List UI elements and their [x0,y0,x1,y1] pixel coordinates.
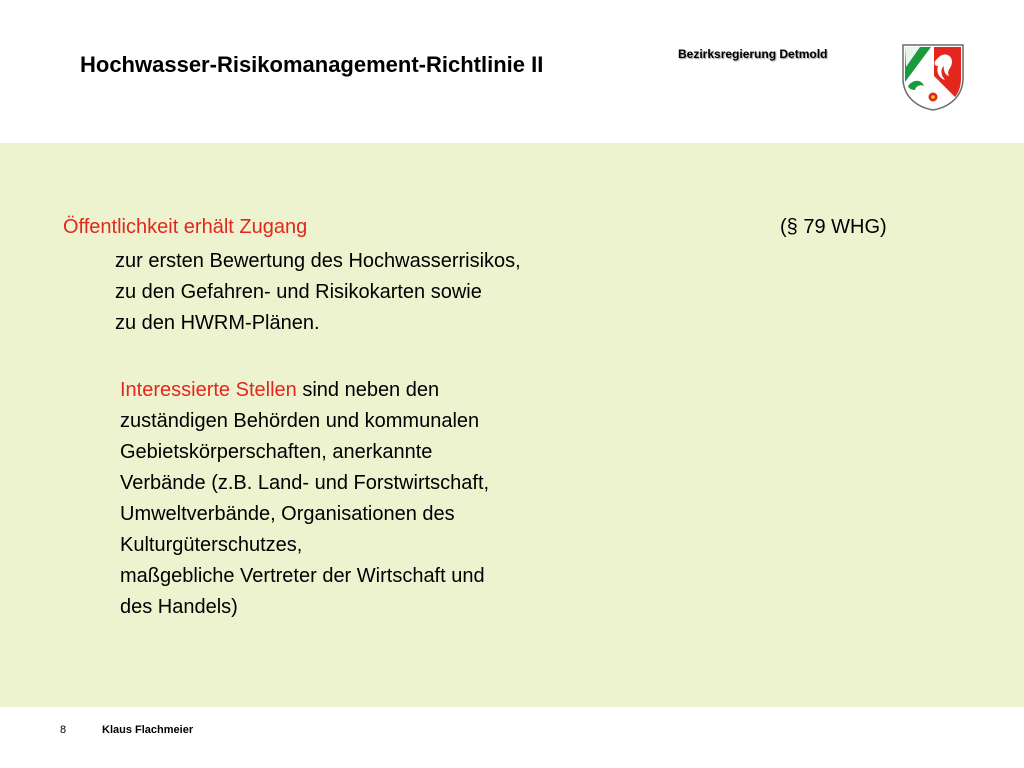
stakeholders-line: des Handels) [120,596,238,618]
stakeholders-line: zuständigen Behörden und kommunalen [120,410,480,432]
stakeholders-line: Gebietskörperschaften, anerkannte [120,441,433,463]
access-list [115,246,521,339]
law-reference: (§ 79 WHG) [780,216,887,238]
stakeholders-line [120,375,640,406]
list-item: zu den Gefahren- und Risikokarten sowie [115,281,482,303]
organization-name: Bezirksregierung Detmold [678,47,828,61]
stakeholders-highlight: Interessierte Stellen [120,379,297,401]
list-item: zur ersten Bewertung des Hochwasserrisikos, [115,250,521,272]
page-number: 8 [60,724,67,736]
stakeholders-line: Umweltverbände, Organisationen des [120,503,455,525]
stakeholders-paragraph [120,375,640,623]
stakeholders-line: maßgebliche Vertreter der Wirtschaft und [120,565,485,587]
author-name: Klaus Flachmeier [102,724,194,736]
footer-divider [0,707,1024,708]
page-title: Hochwasser-Risikomanagement-Richtlinie II [80,52,544,77]
nrw-coat-of-arms-icon [900,42,966,112]
list-item: zu den HWRM-Plänen. [115,312,320,334]
access-heading: Öffentlichkeit erhält Zugang [63,216,308,238]
stakeholders-line: Kulturgüterschutzes, [120,534,303,556]
stakeholders-text: sind neben den [296,379,440,401]
stakeholders-line: Verbände (z.B. Land- und Forstwirtschaft, [120,472,490,494]
